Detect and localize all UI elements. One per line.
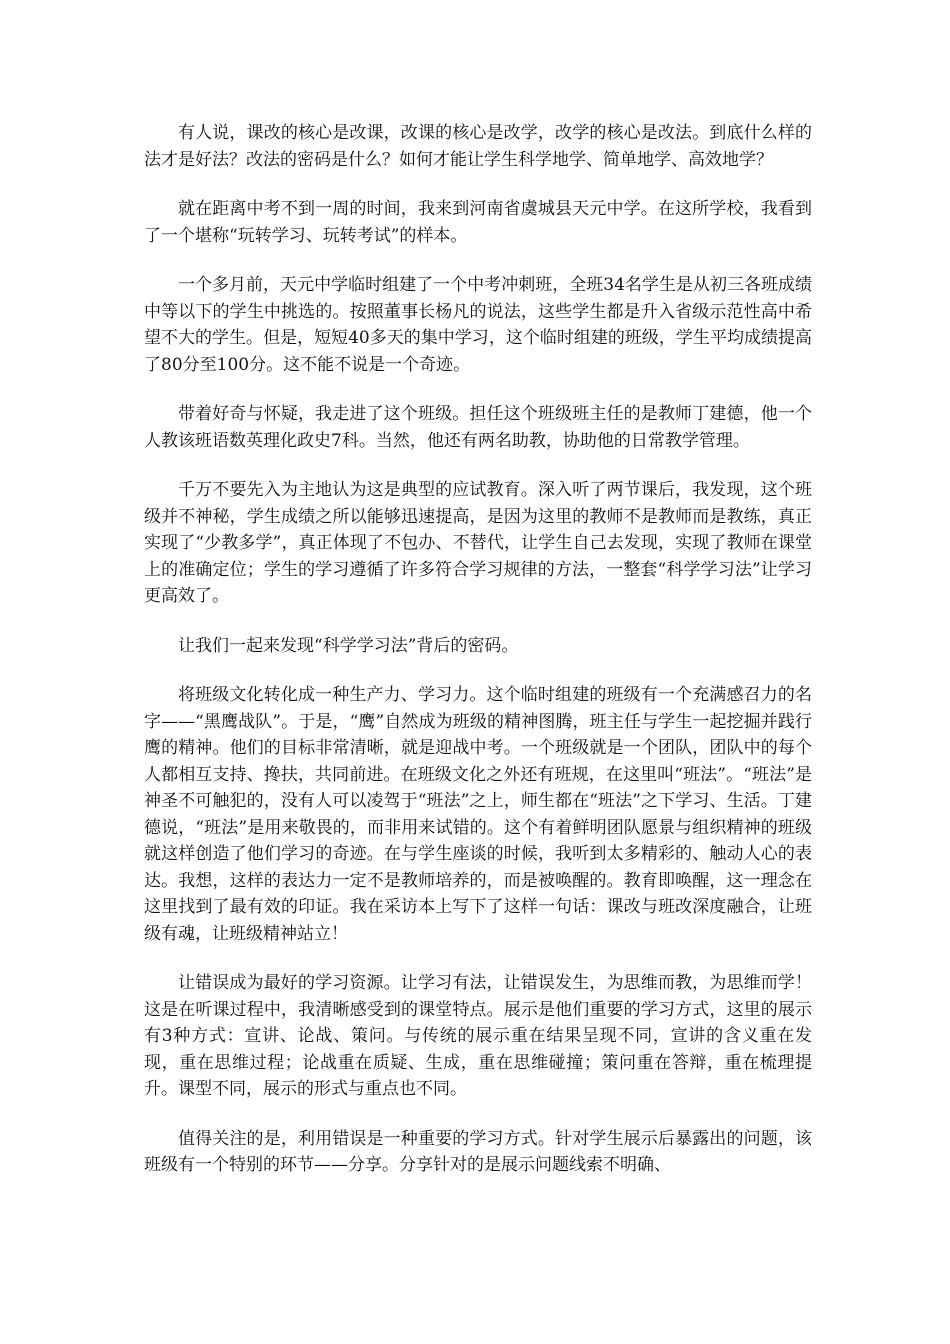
document-page <box>144 120 812 1202</box>
paragraph-5: 千万不要先入为主地认为这是典型的应试教育。深入听了两节课后，我发现，这个班级并不神秘，学生成绩之所以能够迅速提高，是因为这里的教师不是教师而是教练，真正实现了“少教多学”，真正体现了不包办、不替代，让学生自己去发现，实现了教师在课堂上的准确定位；学生的学习遵循了许多符合学习规律的方法，一整套“科学学习法”让学习更高效了。 <box>144 480 812 606</box>
paragraph-4: 带着好奇与怀疑，我走进了这个班级。担任这个班级班主任的是教师丁建德，他一个人教该班语数英理化政史7科。当然，他还有两名助教，协助他的日常教学管理。 <box>144 404 812 451</box>
paragraph-9: 值得关注的是，利用错误是一种重要的学习方式。针对学生展示后暴露出的问题，该班级有一个特别的环节——分享。分享针对的是展示问题线索不明确、 <box>144 1128 812 1175</box>
paragraph-8: 让错误成为最好的学习资源。让学习有法，让错误发生，为思维而教，为思维而学！这是在听课过程中，我清晰感受到的课堂特点。展示是他们重要的学习方式，这里的展示有3种方式：宣讲、论战、策问。与传统的展示重在结果呈现不同，宣讲的含义重在发现，重在思维过程；论战重在质疑、生成，重在思维碰撞；策问重在答辩，重在梳理提升。课型不同，展示的形式与重点也不同。 <box>144 973 812 1099</box>
paragraph-2: 就在距离中考不到一周的时间，我来到河南省虞城县天元中学。在这所学校，我看到了一个堪称“玩转学习、玩转考试”的样本。 <box>144 199 812 246</box>
paragraph-6: 让我们一起来发现“科学学习法”背后的密码。 <box>178 635 519 656</box>
paragraph-3: 一个多月前，天元中学临时组建了一个中考冲刺班，全班34名学生是从初三各班成绩中等以下的学生中挑选的。按照董事长杨凡的说法，这些学生都是升入省级示范性高中希望不大的学生。但是，短短40多天的集中学习，这个临时组建的班级，学生平均成绩提高了80分至100分。这不能不说是一个奇迹。 <box>144 275 812 375</box>
paragraph-7: 将班级文化转化成一种生产力、学习力。这个临时组建的班级有一个充满感召力的名字——“黑鹰战队”。于是，“鹰”自然成为班级的精神图腾，班主任与学生一起挖掘并践行鹰的精神。他们的目标非常清晰，就是迎战中考。一个班级就是一个团队，团队中的每个人都相互支持、搀扶，共同前进。在班级文化之外还有班规，在这里叫“班法”。“班法”是神圣不可触犯的，没有人可以凌驾于“班法”之上，师生都在“班法”之下学习、生活。丁建德说，“班法”是用来敬畏的，而非用来试错的。这个有着鲜明团队愿景与组织精神的班级就这样创造了他们学习的奇迹。在与学生座谈的时候，我听到太多精彩的、触动人心的表达。我想，这样的表达力一定不是教师培养的，而是被唤醒的。教育即唤醒，这一理念在这里找到了最有效的印证。我在采访本上写下了这样一句话：课改与班改深度融合，让班级有魂，让班级精神站立！ <box>144 685 812 944</box>
paragraph-1: 有人说，课改的核心是改课，改课的核心是改学，改学的核心是改法。到底什么样的法才是好法？改法的密码是什么？如何才能让学生科学地学、简单地学、高效地学？ <box>144 123 812 170</box>
